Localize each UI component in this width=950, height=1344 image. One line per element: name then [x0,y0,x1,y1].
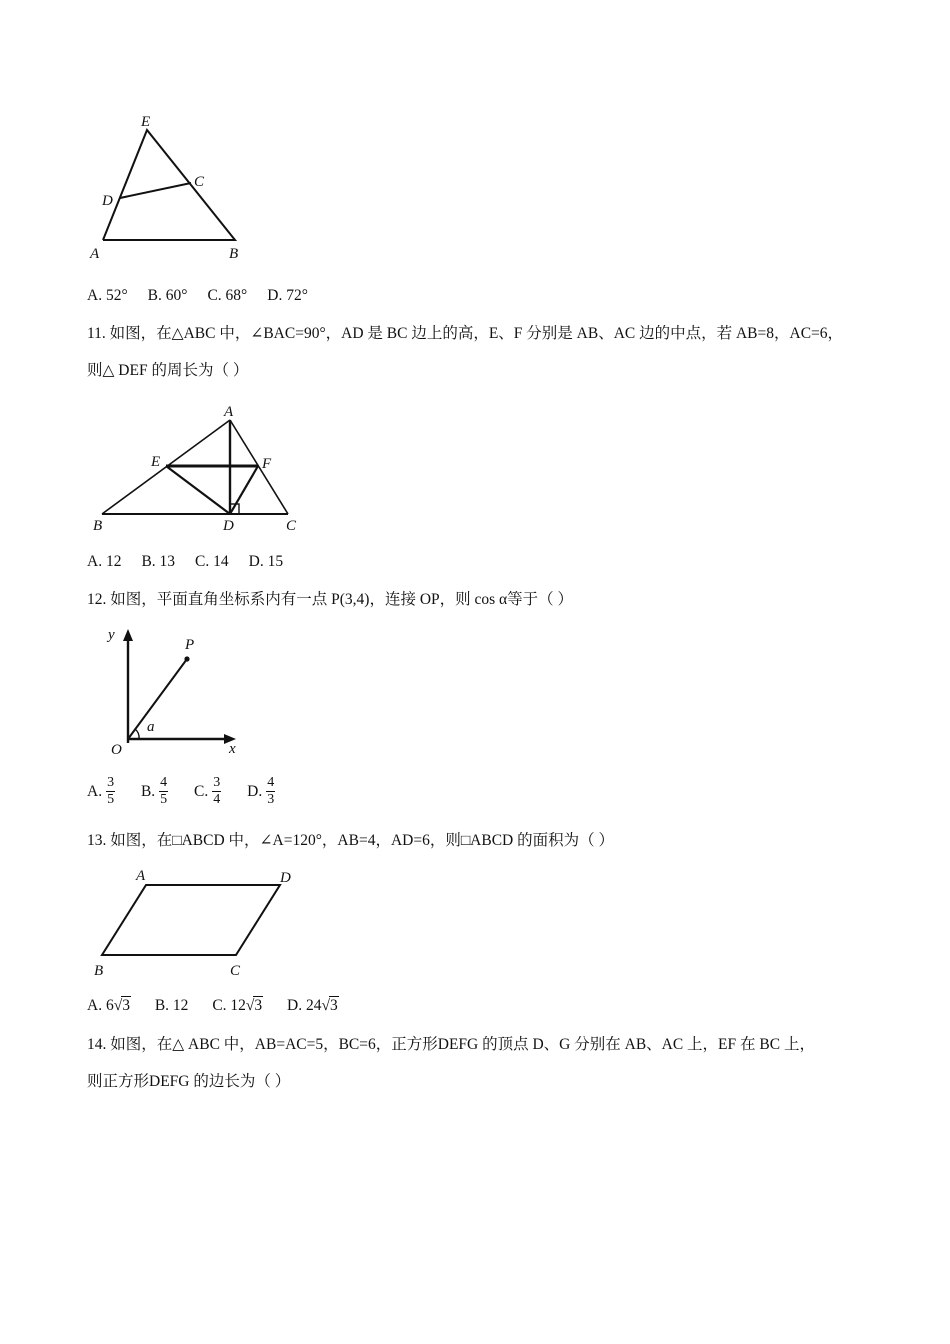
label-b: B [229,246,239,262]
q11-option-c: C. 14 [195,553,229,570]
denominator: 5 [107,792,115,807]
option-prefix: A. [87,782,103,800]
q11-text-line1: 11. 如图，在△ABC 中，∠BAC=90°，AD 是 BC 边上的高，E、F 分别是 AB、AC 边的中点，若 AB=8，AC=6， [87,325,844,342]
angle-arc [135,729,139,739]
q10-option-a: A. 52° [87,287,128,304]
label-x: x [229,741,236,757]
label-o: O [111,742,122,758]
q10-option-d: D. 72° [267,287,308,304]
label-c: C [230,963,241,979]
numerator: 3 [107,775,115,790]
fraction [106,775,115,808]
label-f: F [262,456,272,472]
q14-text-line2: 则正方形DEFG 的边长为（ ） [87,1073,291,1090]
fraction [266,775,275,808]
parallelogram-figure-q13 [88,865,318,985]
label-alpha: a [147,719,155,735]
q10-options [87,285,328,307]
q12-option-d [247,775,275,808]
label-c: C [286,518,297,534]
option-prefix: A. 6 [87,997,114,1014]
label-e: E [141,114,151,130]
q13-option-c [212,995,263,1017]
label-b: B [94,963,104,979]
sqrt-sign: √ [113,997,123,1014]
point-p [184,656,189,661]
radicand: 3 [330,997,338,1014]
q13-option-b [155,995,189,1017]
denominator: 4 [213,792,221,807]
q11-option-d: D. 15 [248,553,284,570]
label-p: P [185,637,195,653]
q12-option-b [141,775,168,808]
q12-text-line1: 12. 如图，平面直角坐标系内有一点 P(3,4)，连接 OP，则 cos α等于（ ） [87,591,574,608]
q11-options [87,551,303,573]
y-axis-arrow [123,629,133,641]
option-prefix: B. 12 [154,997,189,1014]
option-prefix: D. [247,782,263,800]
label-d: D [223,518,234,534]
q12-options [87,775,297,808]
segment-ed [166,466,230,514]
q10-option-b: B. 60° [147,287,188,304]
numerator: 4 [267,775,275,790]
label-a: A [224,404,234,420]
label-c: C [194,174,205,190]
option-prefix: B. [140,782,156,800]
q11-option-b: B. 13 [141,553,176,570]
triangle-figure-q10 [85,110,255,270]
radicand: 3 [122,997,130,1014]
option-prefix: C. 12 [212,997,246,1014]
triangle-abe [103,130,235,240]
label-a: A [90,246,100,262]
label-e: E [151,454,161,470]
label-b: B [93,518,103,534]
label-a: A [136,868,146,884]
option-prefix: D. 24 [287,997,322,1014]
numerator: 4 [160,775,168,790]
coordinate-figure-q12 [105,625,245,760]
q13-options [87,995,359,1017]
triangle-figure-q11 [88,400,308,535]
sqrt-sign: √ [245,997,255,1014]
denominator: 5 [160,792,168,807]
q13-text-line1: 13. 如图，在□ABCD 中，∠A=120°，AB=4，AD=6，则□ABCD 的面积为（ ） [87,832,615,849]
q13-option-d [287,995,339,1017]
radicand: 3 [254,997,263,1014]
fraction [159,775,168,808]
fraction [212,775,221,808]
numerator: 3 [213,775,221,790]
q12-option-a [87,775,115,808]
label-d: D [102,193,113,209]
segment-df [230,466,258,514]
label-y: y [108,627,115,643]
q11-option-a: A. 12 [87,553,122,570]
denominator: 3 [267,792,275,807]
parallelogram-abcd [102,885,280,955]
label-d: D [280,870,291,886]
option-prefix: C. [194,782,209,800]
q13-option-a [87,995,131,1017]
sqrt-sign: √ [321,997,331,1014]
q14-text-line1: 14. 如图，在△ ABC 中，AB=AC=5，BC=6，正方形DEFG 的顶点 D、G 分别在 AB、AC 上，EF 在 BC 上， [87,1036,815,1053]
q10-option-c: C. 68° [207,287,248,304]
segment-op [128,659,187,739]
segment-dc [120,183,191,198]
q12-option-c [194,775,221,808]
q11-text-line2: 则△ DEF 的周长为（ ） [87,362,249,379]
